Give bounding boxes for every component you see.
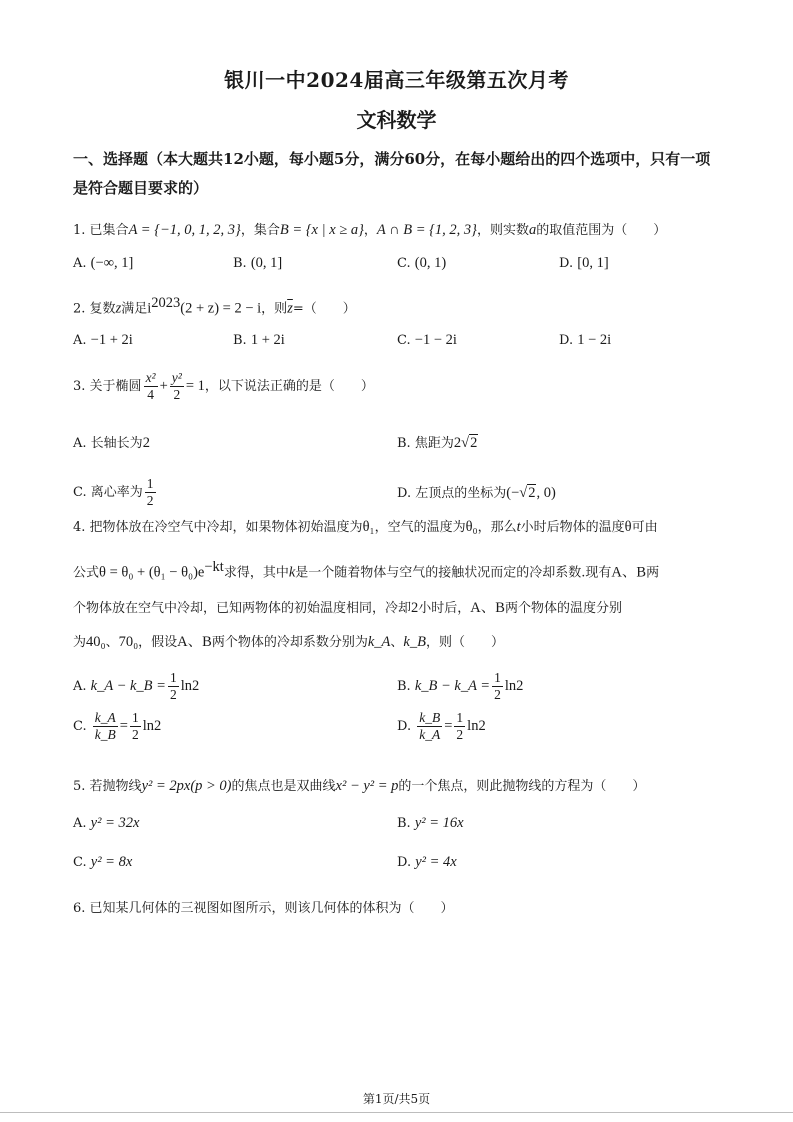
frac-numerator: y² <box>171 370 182 385</box>
option-ln: ln2 <box>180 678 200 694</box>
q2-power: 2023 <box>151 295 181 311</box>
q5-number: 5. <box>73 779 86 794</box>
q2-option-a[interactable] <box>73 332 133 349</box>
q1-option-a[interactable] <box>73 255 133 272</box>
option-letter: C. <box>73 855 87 870</box>
q4-theta0: θ₀ <box>465 519 478 535</box>
q4-temp-b: 70₀ <box>118 634 139 650</box>
option-ln: ln2 <box>142 718 162 734</box>
frac-denominator: 2 <box>494 687 501 702</box>
q1-set-a: A = {−1, 0, 1, 2, 3} <box>128 222 241 238</box>
q4-text: 是一个随着物体与空气的接触状况而定的冷却系数.现有 <box>295 565 612 581</box>
q4-theta1: θ₁ <box>362 519 375 535</box>
q5-text: 的焦点也是双曲线 <box>231 779 336 794</box>
q4-kb: k_B <box>403 634 426 650</box>
frac-numerator: 1 <box>169 670 177 685</box>
option-text: 焦距为 <box>414 436 454 451</box>
q4-text: ，那么 <box>477 520 517 535</box>
option-letter: C. <box>397 256 411 271</box>
q4-number: 4. <box>73 520 86 535</box>
question-6 <box>73 897 454 916</box>
question-5 <box>73 775 645 795</box>
q3-text-1: 关于椭圆 <box>89 379 142 394</box>
q1-text-5: 的取值范围为（ ） <box>536 223 667 238</box>
q1-text-3: ， <box>363 223 377 238</box>
option-value: y² = 32x <box>90 815 140 831</box>
q1-number: 1. <box>73 223 86 238</box>
option-fraction <box>454 710 465 743</box>
footer-divider <box>0 1112 793 1113</box>
option-ln: ln2 <box>504 678 524 694</box>
option-fraction <box>145 476 156 509</box>
question-4-line-1 <box>73 516 658 536</box>
option-value: y² = 8x <box>90 854 133 870</box>
q6-number: 6. <box>73 901 86 916</box>
option-text: 左顶点的坐标为 <box>415 486 507 501</box>
option-letter: A. <box>73 256 87 271</box>
option-value: 1 + 2i <box>250 332 285 348</box>
section-heading: 一、选择题（本大题共12小题，每小题5分，满分60分，在每小题给出的四个选项中，只有一项是符合题目要求的） <box>73 150 711 197</box>
q4-option-a[interactable] <box>73 670 199 703</box>
sqrt-radicand: 2 <box>470 435 478 451</box>
option-value: (0, 1) <box>414 255 447 271</box>
option-letter: C. <box>397 333 411 348</box>
option-letter: B. <box>397 436 411 451</box>
option-text: 离心率为 <box>90 485 143 500</box>
frac-denominator: k_A <box>419 727 441 742</box>
q2-text-2: 满足 <box>121 301 148 317</box>
q3-text-2: ，以下说法正确的是（ ） <box>204 379 374 394</box>
q1-intersection: A ∩ B = {1, 2, 3} <box>376 222 477 238</box>
q4-text: ，则（ ） <box>425 635 504 650</box>
option-ln: ln2 <box>467 718 486 734</box>
q3-option-d[interactable] <box>397 482 556 502</box>
sqrt-symbol: √ <box>519 485 528 501</box>
q2-text-4: =（ ） <box>292 301 356 317</box>
q4-t: t <box>516 519 521 535</box>
question-4-line-4 <box>73 630 504 651</box>
q3-number: 3. <box>73 379 86 394</box>
option-value: [0, 1] <box>577 255 609 271</box>
q4-separator: 、 <box>105 635 119 650</box>
q2-option-d[interactable] <box>559 332 611 349</box>
option-letter: B. <box>233 333 247 348</box>
q5-option-a[interactable] <box>73 815 139 832</box>
option-letter: B. <box>397 679 411 694</box>
q2-zbar: $\overline{z}$ <box>287 300 293 317</box>
q1-option-d[interactable] <box>559 255 609 272</box>
q5-parabola: y² = 2px(p > 0) <box>141 778 232 794</box>
q2-option-c[interactable] <box>397 332 457 349</box>
q2-z: z <box>115 300 122 317</box>
q4-text: 为 <box>73 635 87 650</box>
option-letter: A. <box>73 436 87 451</box>
q4-ab: A、B <box>470 600 505 616</box>
exam-subject: 文科数学 <box>356 108 437 132</box>
q5-option-c[interactable] <box>73 854 132 871</box>
option-value: (−∞, 1] <box>90 255 134 271</box>
option-fraction-k <box>417 710 442 743</box>
q4-option-b[interactable] <box>397 670 523 703</box>
sqrt-symbol: √ <box>461 435 470 451</box>
page-number: 第1页/共5页 <box>362 1092 431 1106</box>
frac-denominator: 4 <box>147 387 154 402</box>
q1-set-b: B = {x | x ≥ a} <box>279 222 364 238</box>
frac-numerator: k_B <box>419 710 441 725</box>
frac-denominator: 2 <box>456 727 464 742</box>
option-letter: B. <box>233 256 247 271</box>
frac-numerator: x² <box>145 370 156 385</box>
option-value: 2 <box>453 435 462 451</box>
q4-text: ，空气的温度为 <box>374 520 466 535</box>
q4-option-d[interactable] <box>397 710 486 743</box>
q5-option-d[interactable] <box>397 854 457 871</box>
sqrt-radicand: 2 <box>528 485 536 501</box>
q6-text: 已知某几何体的三视图如图所示，则该几何体的体积为（ ） <box>89 901 454 916</box>
q4-ka: k_A <box>367 634 391 650</box>
option-fraction-k <box>93 710 118 743</box>
q5-text: 若抛物线 <box>89 779 142 794</box>
option-value: (− <box>506 485 520 501</box>
q1-text-2: ，集合 <box>240 223 280 238</box>
option-value: k_A − k_B = <box>90 678 166 694</box>
q4-text: 求得，其中 <box>223 565 289 581</box>
frac-denominator: 2 <box>131 727 139 742</box>
q4-formula-power: −kt <box>204 559 224 575</box>
option-letter: D. <box>397 719 412 734</box>
q4-ab: A、B <box>611 564 647 581</box>
q3-frac-x <box>144 370 158 403</box>
q4-text: ，假设 <box>138 635 178 650</box>
option-fraction <box>492 670 503 703</box>
q2-option-b[interactable] <box>233 332 285 349</box>
q4-option-c[interactable] <box>73 710 161 743</box>
q2-number: 2. <box>73 301 86 317</box>
q3-option-a[interactable] <box>73 432 150 452</box>
question-1 <box>73 219 666 239</box>
q5-hyperbola: x² − y² = p <box>335 778 399 794</box>
q4-temp-a: 40₀ <box>86 634 106 650</box>
q3-option-c[interactable] <box>73 476 158 509</box>
q3-frac-y <box>170 370 184 403</box>
frac-denominator: k_B <box>94 727 116 742</box>
q4-text: 小时后， <box>418 601 471 616</box>
option-letter: A. <box>73 679 87 694</box>
question-3 <box>73 370 374 403</box>
option-letter: A. <box>73 333 87 348</box>
option-letter: A. <box>73 816 87 831</box>
option-text: 长轴长为 <box>90 436 143 451</box>
option-value: y² = 16x <box>414 815 464 831</box>
question-4-line-2 <box>73 559 659 581</box>
q5-text: 的一个焦点，则此抛物线的方程为（ ） <box>398 779 646 794</box>
option-value: (0, 1] <box>250 255 283 271</box>
q4-text: 把物体放在冷空气中冷却，如果物体初始温度为 <box>89 520 363 535</box>
option-value: −1 − 2i <box>414 332 457 348</box>
q3-plus: + <box>159 378 168 394</box>
frac-numerator: 1 <box>456 710 464 725</box>
q4-separator: 、 <box>390 635 404 650</box>
option-letter: B. <box>397 816 411 831</box>
option-value: 2 <box>142 435 150 451</box>
q2-text-3: ，则 <box>261 301 288 317</box>
option-letter: C. <box>73 485 87 500</box>
frac-numerator: k_A <box>94 710 116 725</box>
option-fraction <box>130 710 141 743</box>
option-value: −1 + 2i <box>90 332 133 348</box>
q4-text: 可由 <box>631 520 658 535</box>
option-value: 1 − 2i <box>577 332 612 348</box>
option-letter: D. <box>397 855 412 870</box>
frac-numerator: 1 <box>494 670 501 685</box>
q4-text: 公式 <box>73 565 100 581</box>
option-equals: = <box>444 718 453 734</box>
option-value: , 0) <box>536 485 556 501</box>
q2-text-1: 复数 <box>89 301 116 317</box>
question-2 <box>73 295 356 317</box>
frac-denominator: 2 <box>169 687 177 702</box>
option-equals: = <box>119 718 128 734</box>
q4-k: k <box>288 564 296 581</box>
exam-title: 银川一中2024届高三年级第五次月考 <box>224 68 569 92</box>
q4-two: 2 <box>411 600 419 616</box>
option-letter: D. <box>559 256 574 271</box>
question-4-line-3 <box>73 596 622 617</box>
frac-numerator: 1 <box>146 476 154 491</box>
q3-equals: = 1 <box>185 378 205 394</box>
q4-theta: θ <box>624 519 632 535</box>
q4-formula: θ = θ₀ + (θ₁ − θ₀)e <box>99 564 205 581</box>
q4-text: 两个物体的冷却系数分别为 <box>211 635 368 650</box>
q4-text: 两个物体的温度分别 <box>504 601 622 616</box>
q1-text-1: 已集合 <box>89 223 129 238</box>
frac-denominator: 2 <box>173 387 181 402</box>
option-letter: D. <box>397 486 412 501</box>
q5-option-b[interactable] <box>397 815 464 832</box>
q4-text: 两 <box>646 565 660 581</box>
q1-text-4: ，则实数 <box>476 223 529 238</box>
q4-text: 个物体放在空气中冷却，已知两物体的初始温度相同，冷却 <box>73 601 412 616</box>
option-letter: C. <box>73 719 87 734</box>
option-letter: D. <box>559 333 574 348</box>
q1-var: a <box>529 222 537 238</box>
q3-option-b[interactable] <box>397 432 478 452</box>
q1-option-b[interactable] <box>233 255 282 272</box>
option-value: k_B − k_A = <box>414 678 491 694</box>
option-value: y² = 4x <box>415 854 457 870</box>
q2-eq: (2 + z) = 2 − i <box>180 300 262 317</box>
q2-eq-i: i <box>147 300 152 317</box>
q4-text: 小时后物体的温度 <box>520 520 625 535</box>
q4-ab: A、B <box>177 634 212 650</box>
option-fraction <box>168 670 179 703</box>
q1-option-c[interactable] <box>397 255 446 272</box>
frac-denominator: 2 <box>146 493 154 508</box>
frac-numerator: 1 <box>131 710 139 725</box>
